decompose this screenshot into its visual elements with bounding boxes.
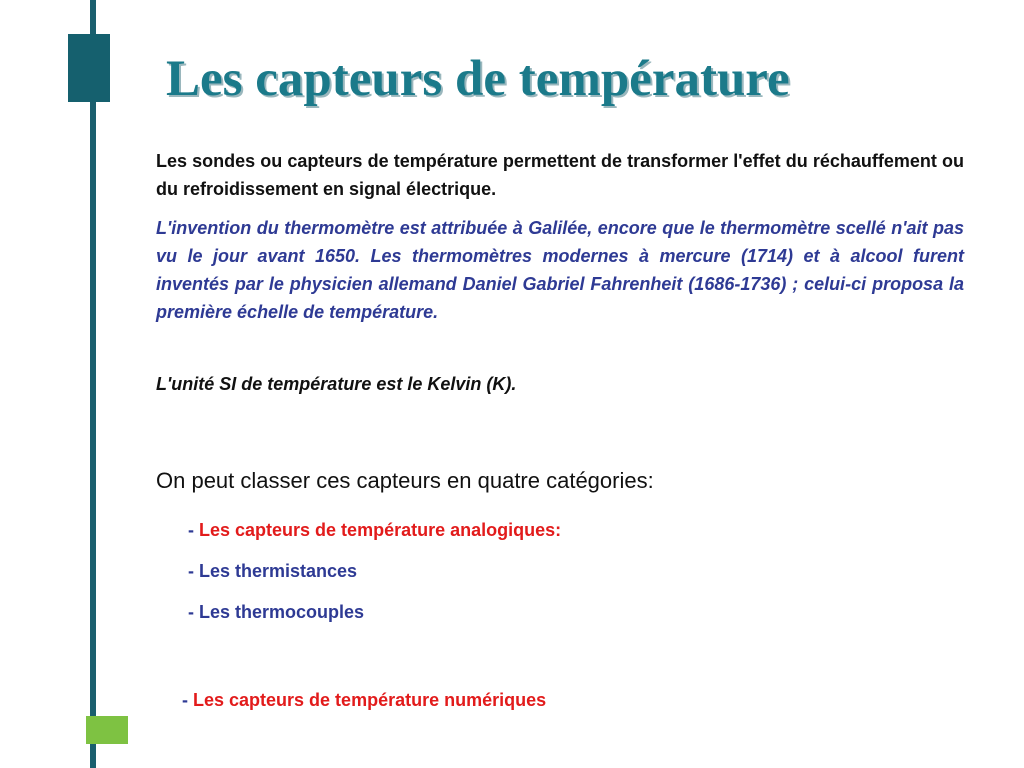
decorative-vertical-bar <box>90 0 96 768</box>
list-item-label: Les capteurs de température numériques <box>193 690 547 710</box>
list-item-label: Les capteurs de température analogiques: <box>199 520 562 540</box>
intro-paragraph: Les sondes ou capteurs de température permettent de transformer l'effet du réchauffement ou du refroidissement en signal électrique. <box>156 151 964 199</box>
si-unit-paragraph: L'unité SI de température est le Kelvin (K). <box>156 374 517 394</box>
list-dash: - <box>188 520 199 540</box>
slide-title: Les capteurs de température <box>166 51 790 107</box>
categories-lead: On peut classer ces capteurs en quatre catégories: <box>156 468 654 493</box>
decorative-bottom-square <box>86 716 128 744</box>
list-item-thermistors: - Les thermistances <box>188 561 358 581</box>
list-item-thermocouples: - Les thermocouples <box>188 602 365 622</box>
list-item-digital-sensors <box>182 690 546 711</box>
decorative-top-square <box>68 34 110 102</box>
history-paragraph: L'invention du thermomètre est attribuée à Galilée, encore que le thermomètre scellé n'ait pas vu le jour avant 1650. Les thermomètres modernes à mercure (1714) et à alcool furent inventés par le physicien allemand Daniel Gabriel Fahrenheit (1686-1736) ; celui-ci proposa la première échelle de température. <box>156 218 964 322</box>
list-dash: - <box>182 690 193 710</box>
list-item-analog-sensors <box>188 520 561 541</box>
